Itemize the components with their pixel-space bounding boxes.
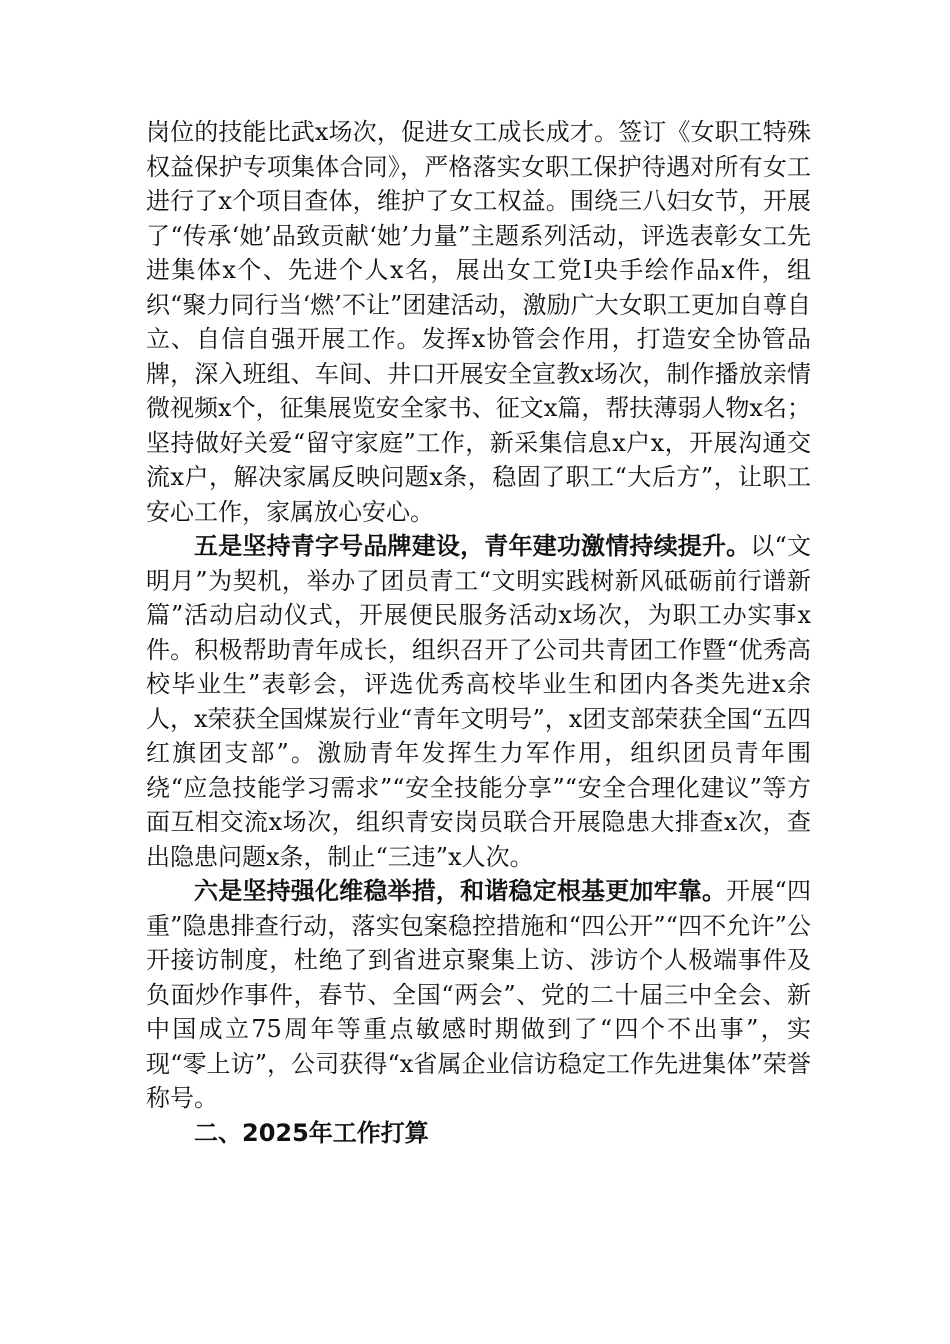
paragraph-stability bbox=[146, 874, 811, 1116]
section-heading: 二、2025年工作打算 bbox=[194, 1118, 429, 1147]
paragraph-text: 开展“四重”隐患排查行动，落实包案稳控措施和“四公开”“四不允许”公开接访制度，杜绝了到省进京聚集上访、涉访个人极端事件及负面炒作事件，春节、全国“两会”、党的二十届三中全会、新中国成立75周年等重点敏感时期做到了“四个不出事”，实现“零上访”，公司获得“x省属企业信访稳定工作先进集体”荣誉称号。 bbox=[146, 877, 811, 1112]
paragraph-lead: 五是坚持青字号品牌建设，青年建功激情持续提升。 bbox=[194, 531, 751, 560]
paragraph-text: 以“文明月”为契机，举办了团员青工“文明实践树新风砥砺前行谱新篇”活动启动仪式，开展便民服务活动x场次，为职工办实事x件。积极帮助青年成长，组织召开了公司共青团工作暨“优秀高校毕业生”表彰会，评选优秀高校毕业生和团内各类先进x余人，x荣获全国煤炭行业“青年文明号”，x团支部荣获全国“五四红旗团支部”。激励青年发挥生力军作用，组织团员青年围绕“应急技能学习需求”“安全技能分享”“安全合理化建议”等方面互相交流x场次，组织青安岗员联合开展隐患大排查x次，查出隐患问题x条，制止“三违”x人次。 bbox=[146, 532, 811, 871]
paragraph-text: 岗位的技能比武x场次，促进女工成长成才。签订《女职工特殊权益保护专项集体合同》，严格落实女职工保护待遇对所有女工进行了x个项目查体，维护了女工权益。围绕三八妇女节，开展了“传承‘她’品致贡献‘她’力量”主题系列活动，评选表彰女工先进集体x个、先进个人x名，展出女工党I央手绘作品x件，组织“聚力同行当‘燃’不让”团建活动，激励广大女职工更加自尊自立、自信自强开展工作。发挥x协管会作用，打造安全协管品牌，深入班组、车间、井口开展安全宣教x场次，制作播放亲情微视频x个，征集展览安全家书、征文x篇，帮扶薄弱人物x名；坚持做好关爱“留守家庭”工作，新采集信息x户x，开展沟通交流x户，解决家属反映问题x条，稳固了职工“大后方”，让职工安心工作，家属放心安心。 bbox=[146, 118, 811, 526]
document-body bbox=[146, 115, 811, 1150]
paragraph-lead: 六是坚持强化维稳举措，和谐稳定根基更加牢靠。 bbox=[194, 876, 727, 905]
paragraph-women-workers bbox=[146, 115, 811, 529]
paragraph-youth-brand bbox=[146, 529, 811, 874]
